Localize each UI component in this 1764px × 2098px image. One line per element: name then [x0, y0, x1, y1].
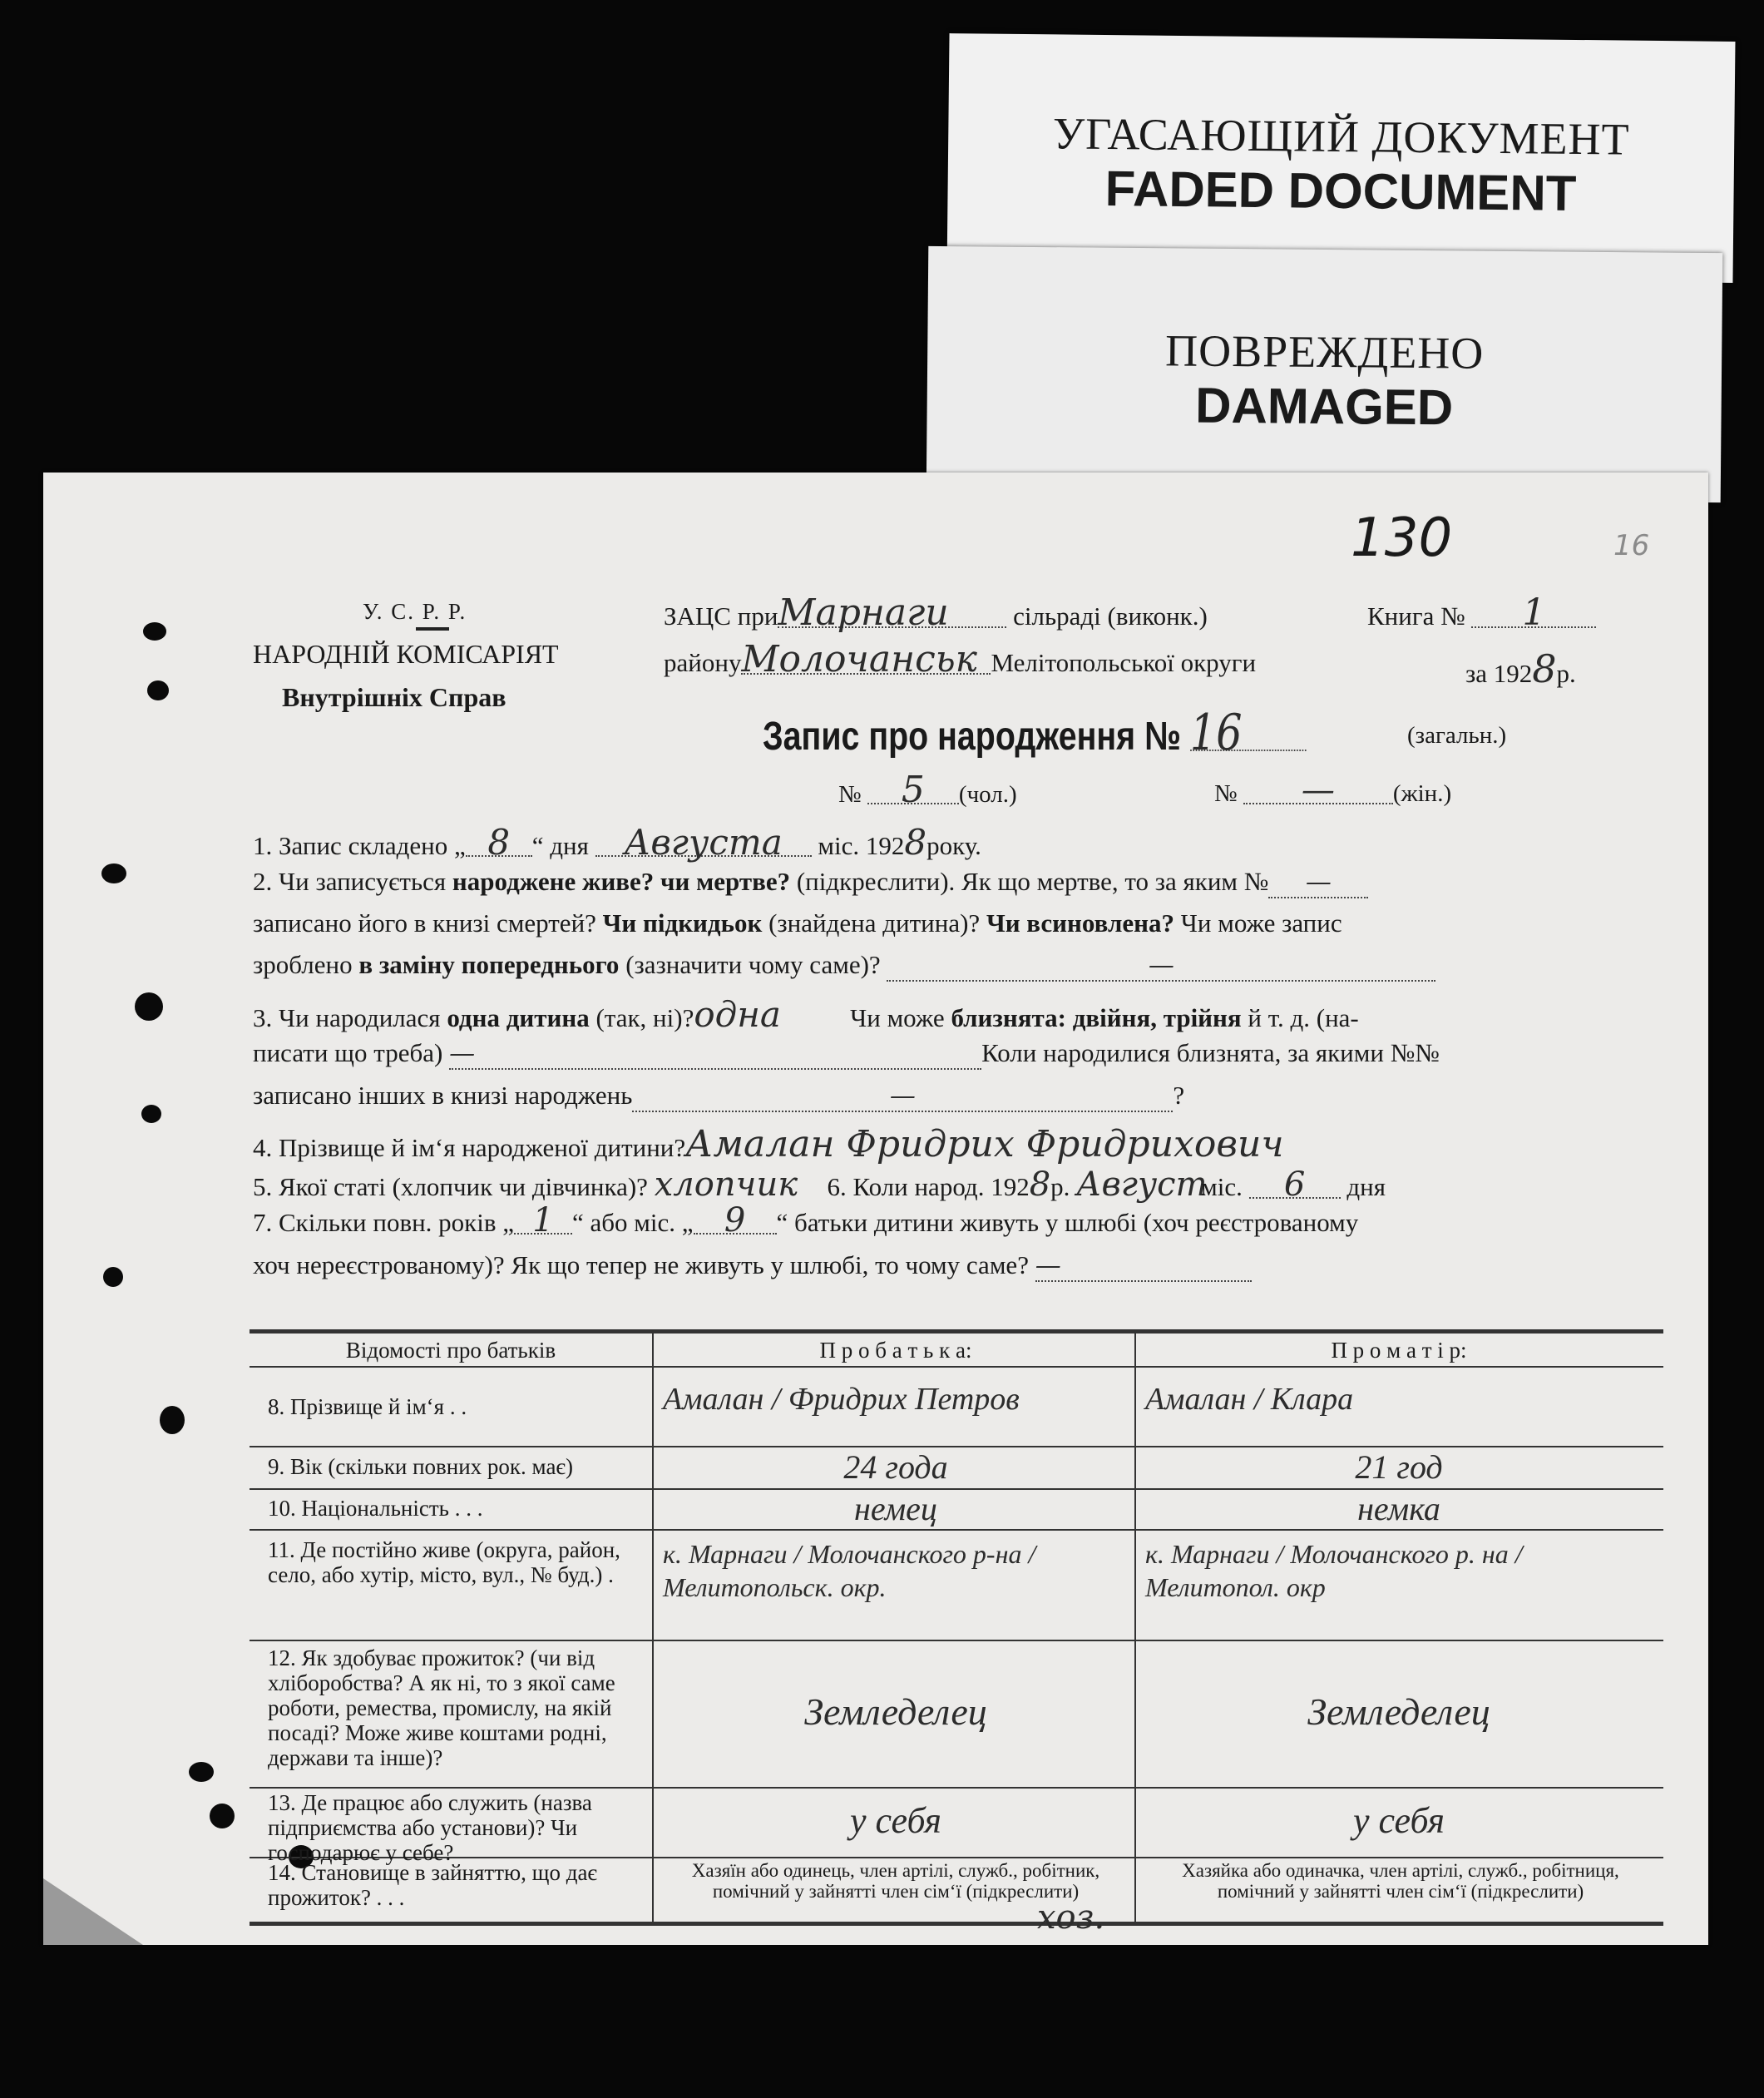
table-column-rule	[652, 1331, 654, 1923]
book-label: Книга №	[1367, 601, 1465, 631]
field-2-text: (підкреслити). Як що мертве, то за яким №	[796, 867, 1269, 896]
field-3-single-value: одна	[694, 994, 781, 1035]
record-number-value: 16	[1190, 716, 1306, 751]
punch-hole	[143, 622, 166, 641]
table-bottom-rule	[250, 1922, 1663, 1926]
father-position-value: хоз.	[1037, 1898, 1105, 1937]
field-7-text: “ батьки дитини живуть у шлюбі (хоч реєстрованому	[776, 1208, 1359, 1237]
field-4-label: 4. Прізвище й ім‘я народженої дитини?	[253, 1133, 686, 1162]
punch-hole	[210, 1804, 235, 1828]
father-occupation-value: Земледелец	[804, 1690, 987, 1733]
father-residence-value: к. Марнаги / Молочанского р-на / Мелитопольск. окр.	[663, 1539, 1036, 1602]
field-6-r: р.	[1050, 1172, 1070, 1201]
table-row-rule	[250, 1640, 1663, 1641]
birth-record-sheet	[43, 473, 1708, 1945]
district-value: Молочанськ	[741, 646, 991, 675]
field-3-twins: близнята: двійня, трійня	[951, 1003, 1242, 1032]
damaged-stamp-russian: ПОВРЕЖДЕНО	[1164, 325, 1485, 379]
record-title-line	[763, 704, 1306, 762]
field-1-prefix: 1. Запис складено „	[253, 831, 466, 860]
archive-page-number-secondary: 16	[1613, 529, 1650, 562]
field-7-months-value: 9	[694, 1208, 777, 1235]
faded-stamp-english: FADED DOCUMENT	[1104, 161, 1577, 221]
field-2-text: (зазначити чому саме)?	[625, 950, 881, 979]
female-no-label: №	[1214, 780, 1238, 807]
field-7-years-value: 1	[514, 1208, 572, 1235]
field-1-mis: міс. 192	[818, 831, 905, 860]
father-position-options: Хазяїн або одинець, член артілі, служб., робітник, помічний у зайнятті член сім‘ї (підкреслити)	[691, 1860, 1100, 1902]
male-label: (чол.)	[958, 781, 1017, 808]
field-3-other-value: —	[632, 1081, 1173, 1112]
punch-hole	[189, 1762, 214, 1782]
faded-stamp-russian: УГАСАЮЩИЙ ДОКУМЕНТ	[1052, 108, 1630, 165]
commissariat-label: НАРОДНІЙ КОМІСАРІЯТ	[253, 639, 559, 669]
archive-page-number: 130	[1351, 507, 1453, 569]
field-7-line-1	[253, 1201, 1359, 1240]
field-2-text: 2. Чи записується	[253, 867, 447, 896]
table-header-rule	[250, 1366, 1663, 1368]
father-workplace-value: у себя	[850, 1800, 941, 1841]
field-4-child-name-value: Амалан Фридрих Фридрихович	[685, 1123, 1284, 1165]
father-name-value: Амалан / Фридрих Петров	[663, 1382, 1020, 1417]
mother-position-options: Хазяйка або одиначка, член артілі, служб., робітниця, помічний у зайнятті член сім‘ї (підкреслити)	[1182, 1860, 1619, 1902]
field-7-text: хоч нереєстрованому)? Як що тепер не живуть у шлюбі, то чому саме?	[253, 1250, 1029, 1279]
field-5-label: 5. Якої статі (хлопчик чи дівчинка)?	[253, 1172, 648, 1201]
republic-label: У. С. Р. Р.	[363, 599, 467, 624]
field-7-text: “ або міс. „	[572, 1208, 694, 1237]
field-7-text: 7. Скільки повн. років „	[253, 1208, 514, 1237]
field-6-dnia: дня	[1346, 1172, 1386, 1201]
field-1-day-value: 8	[466, 830, 532, 857]
field-4-child-name	[253, 1123, 1284, 1165]
table-header-mother: П р о м а т і р:	[1331, 1338, 1467, 1363]
field-1-month-value: Августа	[595, 830, 812, 857]
field-3-twins-value: —	[449, 1038, 981, 1070]
father-age-value: 24 года	[843, 1448, 948, 1486]
mother-workplace-value: у себя	[1353, 1800, 1445, 1841]
year-line	[1465, 646, 1576, 691]
year-suffix: р.	[1556, 659, 1576, 688]
field-3-line-1	[253, 994, 1359, 1035]
year-prefix: за 192	[1465, 659, 1533, 688]
mother-residence-value: к. Марнаги / Молочанского р. на / Мелитопол. окр	[1145, 1539, 1523, 1602]
year-digit-value: 8	[1532, 646, 1557, 691]
field-3-text: (так, ні)?	[595, 1003, 694, 1032]
field-6-day-value: 6	[1249, 1172, 1341, 1199]
field-1-record-date	[253, 822, 981, 863]
female-label: (жін.)	[1392, 780, 1452, 807]
field-5-sex-value: хлопчик	[654, 1165, 798, 1204]
male-number-line	[838, 769, 1017, 811]
row-9-label: 9. Вік (скільки повних рок. має)	[268, 1454, 574, 1479]
female-number-value: —	[1243, 778, 1393, 804]
book-number-value: 1	[1471, 600, 1596, 628]
male-no-label: №	[838, 781, 862, 808]
field-2-line-1	[253, 867, 1368, 898]
zags-suffix: сільраді (виконк.)	[1013, 601, 1208, 631]
row-11-label: 11. Де постійно живе (округа, район, село, або хутір, місто, вул., № буд.) .	[268, 1537, 620, 1587]
row-8-label: 8. Прізвище й ім‘я . .	[268, 1394, 467, 1419]
field-2-adopted: Чи всиновлена?	[986, 908, 1174, 938]
field-6-label: 6. Коли народ. 192	[827, 1172, 1030, 1201]
field-3-line-3	[253, 1081, 1184, 1112]
damaged-stamp-english: DAMAGED	[1194, 377, 1454, 436]
zags-line	[664, 591, 1208, 634]
field-3-text: Чи може	[850, 1003, 945, 1032]
table-row-rule	[250, 1446, 1663, 1447]
field-3-single-child: одна дитина	[447, 1003, 590, 1032]
field-5-6-line	[253, 1165, 1386, 1204]
field-1-mid: “ дня	[531, 831, 589, 860]
field-2-text: (знайдена дитина)?	[768, 908, 981, 938]
mother-occupation-value: Земледелец	[1307, 1690, 1490, 1733]
field-2-text: Чи може запис	[1180, 908, 1342, 938]
table-top-rule	[250, 1329, 1663, 1334]
damaged-stamp	[926, 246, 1723, 502]
department-label: Внутрішніх Справ	[282, 682, 506, 712]
field-2-live-dead: народжене живе? чи мертве?	[452, 867, 791, 896]
mother-name-value: Амалан / Клара	[1145, 1382, 1354, 1417]
punch-hole	[103, 1267, 123, 1287]
table-header-info: Відомості про батьків	[345, 1338, 556, 1363]
field-3-text: писати що треба)	[253, 1038, 443, 1067]
field-2-line-3	[253, 950, 1435, 982]
district-line	[664, 638, 1257, 680]
zags-prefix: ЗАЦС при	[664, 601, 778, 631]
female-number-line	[1214, 771, 1452, 809]
field-2-text: записано його в книзі смертей?	[253, 908, 596, 938]
row-13-label: 13. Де працює або служить (назва підприємства або установи)? Чи господарює у себе?	[268, 1790, 592, 1865]
punch-hole	[160, 1406, 185, 1434]
okruga-label: Мелітопольської округи	[991, 648, 1257, 677]
field-2-line-2	[253, 908, 1342, 938]
field-6-year-value: 8	[1029, 1165, 1051, 1204]
field-3-text: записано інших в книзі народжень	[253, 1081, 633, 1110]
faded-document-stamp	[947, 33, 1736, 283]
field-7-reason-value: —	[1035, 1250, 1252, 1282]
punch-hole	[147, 680, 169, 700]
village-council-value: Марнаги	[778, 600, 1006, 628]
father-nationality-value: немец	[854, 1490, 937, 1527]
folded-corner	[43, 1878, 143, 1945]
field-2-death-number-value: —	[1268, 867, 1368, 898]
field-2-foundling: Чи підкидьок	[602, 908, 763, 938]
field-2-replacement: в заміну попереднього	[358, 950, 620, 979]
table-row-rule	[250, 1529, 1663, 1531]
field-3-line-2	[253, 1038, 1440, 1070]
punch-hole	[141, 1105, 161, 1123]
field-6-month-value: Август	[1076, 1165, 1208, 1204]
field-3-text: й т. д. (на-	[1248, 1003, 1359, 1032]
row-14-label: 14. Становище в зайняттю, що дає прожиток? . . .	[268, 1860, 598, 1910]
field-7-line-2	[253, 1250, 1252, 1282]
field-1-year-value: 8	[904, 822, 927, 863]
mother-nationality-value: немка	[1357, 1490, 1440, 1527]
field-2-replacement-value: —	[887, 950, 1435, 982]
field-1-suffix: року.	[926, 831, 981, 860]
row-10-label: 10. Національність . . .	[268, 1496, 483, 1521]
field-6-mis: міс.	[1201, 1172, 1243, 1201]
punch-hole	[135, 992, 163, 1021]
field-2-text: зроблено	[253, 950, 353, 979]
table-column-rule	[1134, 1331, 1136, 1923]
record-general-label: (загальн.)	[1407, 722, 1507, 749]
book-number-line	[1367, 591, 1596, 634]
district-prefix: району	[664, 648, 742, 677]
male-number-value: 5	[867, 778, 959, 804]
punch-hole	[101, 863, 126, 883]
row-12-label: 12. Як здобуває прожиток? (чи від хліборобства? А як ні, то з якої саме роботи, ремества, промислу, на якій посаді? Може живе коштами родні, держави та інше)?	[268, 1645, 615, 1770]
table-row-rule	[250, 1787, 1663, 1789]
republic-divider	[416, 627, 449, 631]
table-row-rule	[250, 1488, 1663, 1490]
field-3-text: Коли народилися близнята, за якими №№	[981, 1038, 1440, 1067]
record-title: Запис про народження №	[763, 715, 1181, 759]
field-3-text: ?	[1173, 1081, 1185, 1110]
field-3-text: 3. Чи народилася	[253, 1003, 441, 1032]
table-header-father: П р о б а т ь к а:	[819, 1338, 972, 1363]
mother-age-value: 21 год	[1355, 1448, 1443, 1486]
